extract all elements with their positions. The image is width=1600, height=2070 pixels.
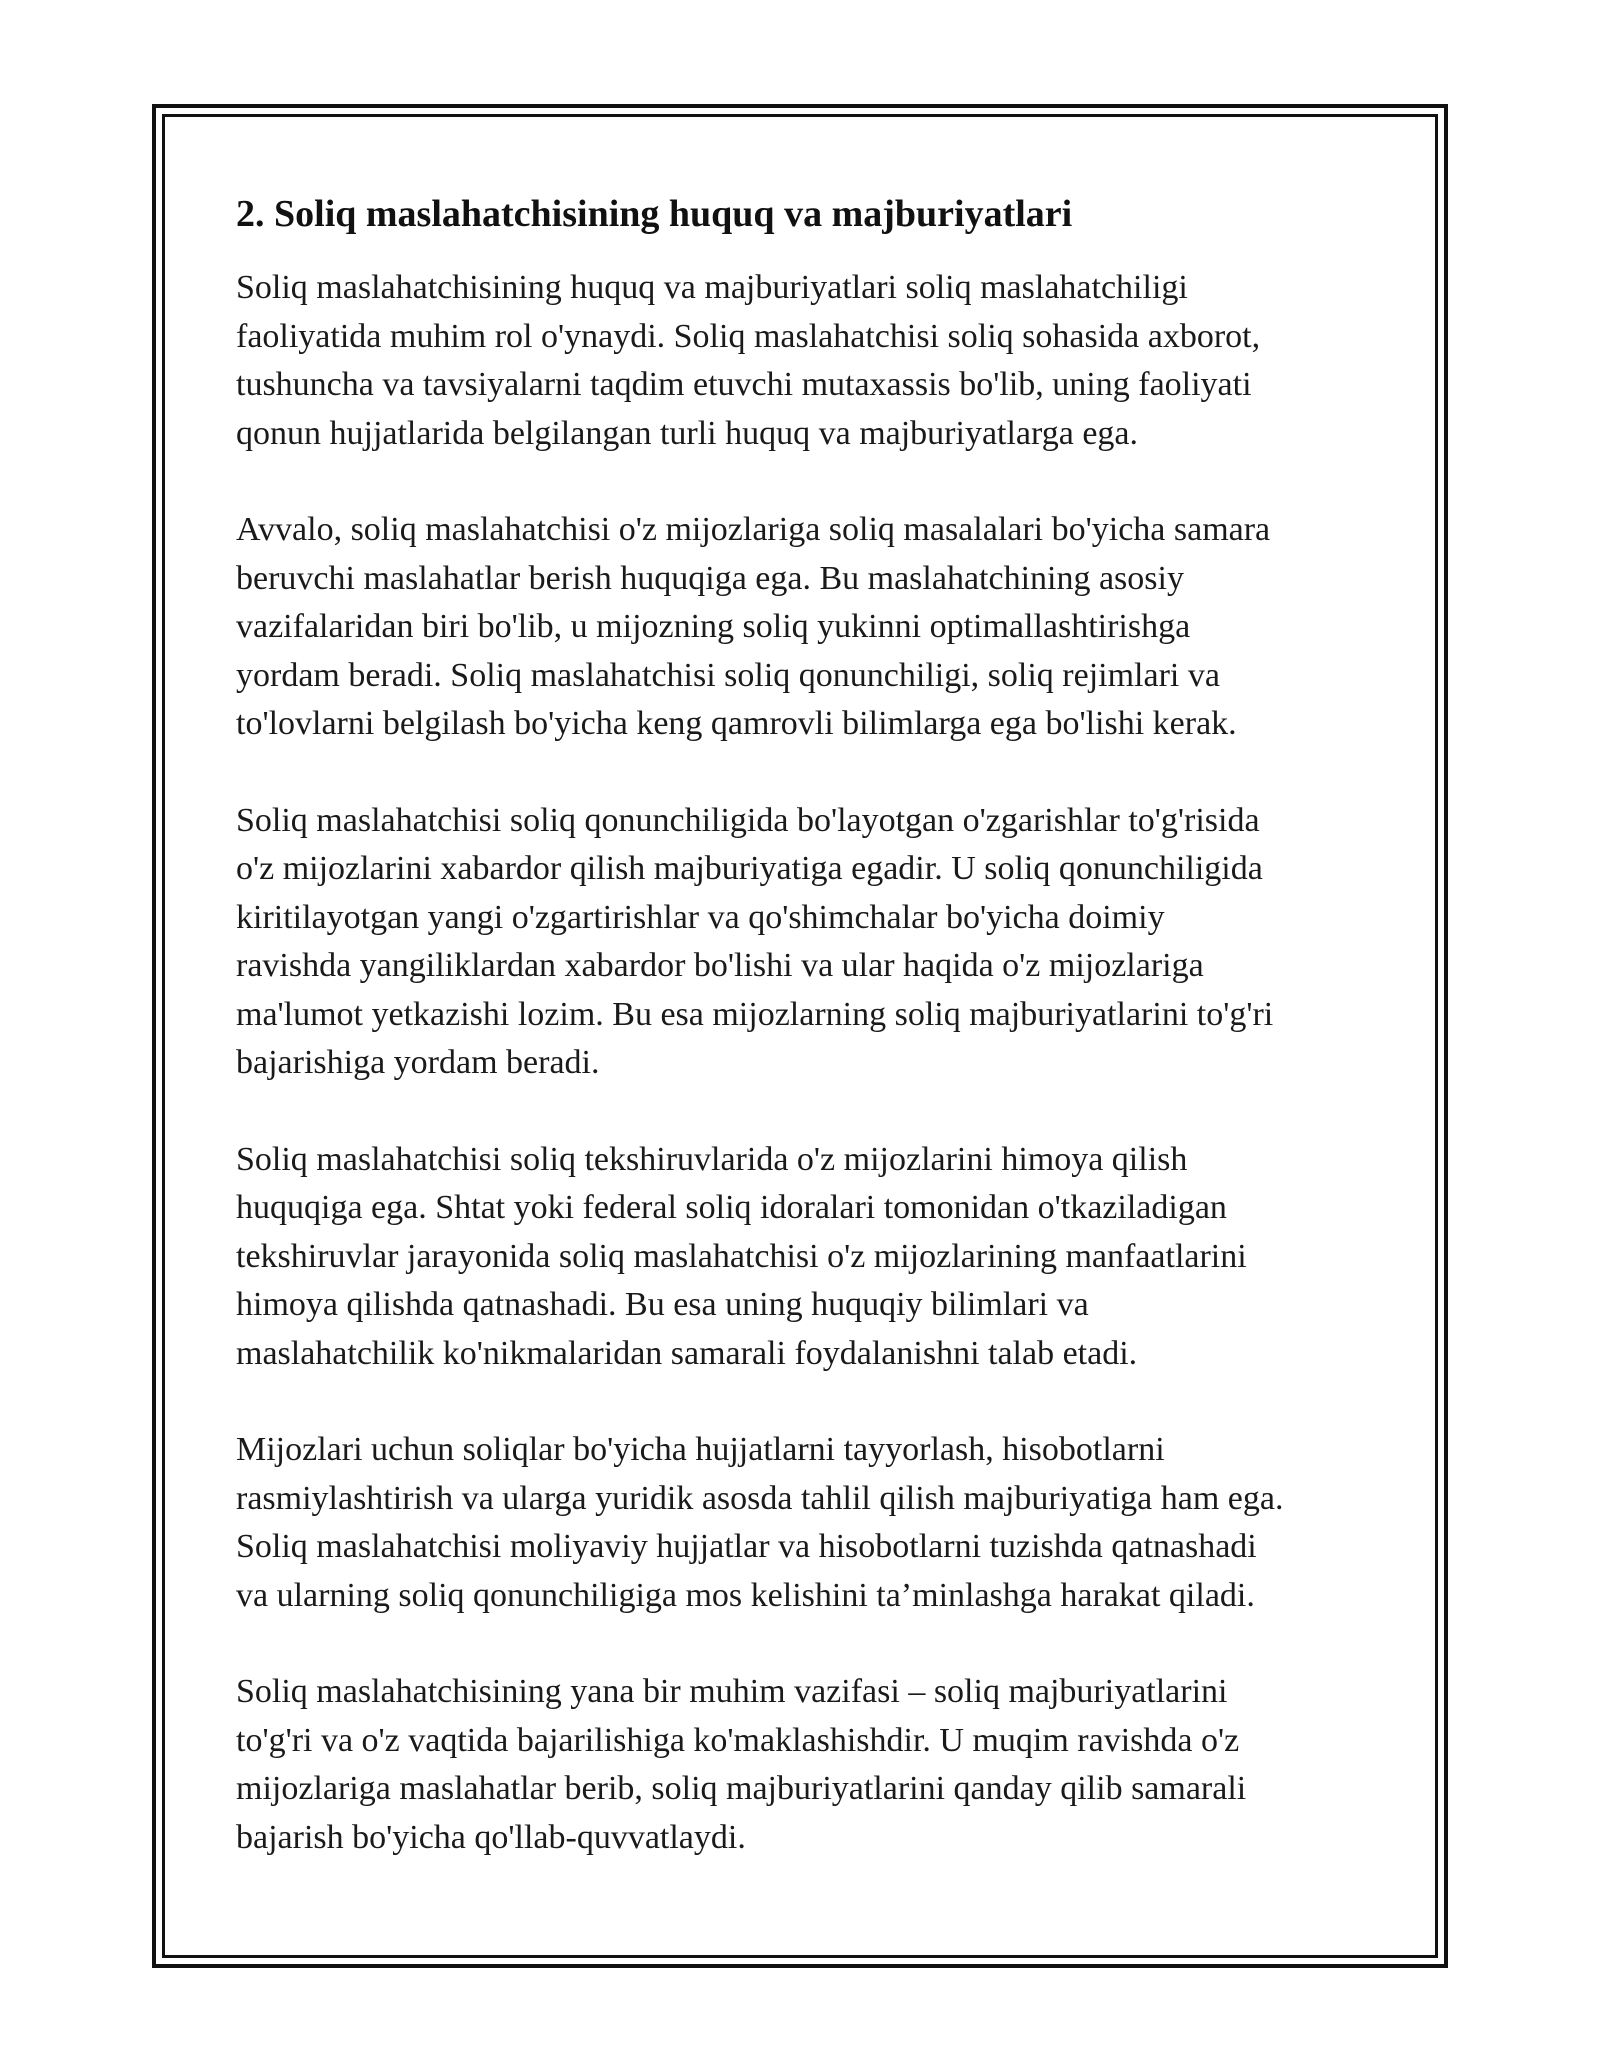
paragraph-6: Soliq maslahatchisining yana bir muhim vazifasi – soliq majburiyatlarini to'g'ri va o'z vaqtida bajarilishiga ko'maklashishdir. U muqim ravishda o'z mijozlariga maslahatlar berib, soliq majburiyatlarini qanday qilib samarali bajarish bo'yicha qo'llab-quvvatlaydi. [236,1673,1247,1856]
paragraph-5: Mijozlari uchun soliqlar bo'yicha hujjatlarni tayyorlash, hisobotlarni rasmiylashtirish va ularga yuridik asosda tahlil qilish majburiyatiga ham ega. Soliq maslahatchisi moliyaviy hujjatlar va hisobotlarni tuzishda qatnashadi va ularning soliq qonunchiligiga mos kelishini ta’minlashga harakat qiladi. [236,1431,1284,1614]
paragraph-1: Soliq maslahatchisining huquq va majburiyatlari soliq maslahatchiligi faoliyatida muhim rol o'ynaydi. Soliq maslahatchisi soliq sohasida axborot, tushuncha va tavsiyalarni taqdim etuvchi mutaxassis bo'lib, uning faoliyati qonun hujjatlarida belgilangan turli huquq va majburiyatlarga ega. [236,269,1261,452]
document-body [236,190,1376,1910]
paragraph-4: Soliq maslahatchisi soliq tekshiruvlarida o'z mijozlarini himoya qilish huquqiga ega. Shtat yoki federal soliq idoralari tomonidan o'tkaziladigan tekshiruvlar jarayonida soliq maslahatchisi o'z mijozlarining manfaatlarini himoya qilishda qatnashadi. Bu esa uning huquqiy bilimlari va maslahatchilik ko'nikmalaridan samarali foydalanishni talab etadi. [236,1140,1247,1372]
paragraph-2: Avvalo, soliq maslahatchisi o'z mijozlariga soliq masalalari bo'yicha samara beruvchi maslahatlar berish huquqiga ega. Bu maslahatchining asosiy vazifalaridan biri bo'lib, u mijozning soliq yukinni optimallashtirishga yordam beradi. Soliq maslahatchisi soliq qonunchiligi, soliq rejimlari va to'lovlarni belgilash bo'yicha keng qamrovli bilimlarga ega bo'lishi kerak. [236,511,1271,742]
paragraph-3: Soliq maslahatchisi soliq qonunchiligida bo'layotgan o'zgarishlar to'g'risida o'z mijozlarini xabardor qilish majburiyatiga egadir. U soliq qonunchiligida kiritilayotgan yangi o'zgartirishlar va qo'shimchalar bo'yicha doimiy ravishda yangiliklardan xabardor bo'lishi va ular haqida o'z mijozlariga ma'lumot yetkazishi lozim. Bu esa mijozlarning soliq majburiyatlarini to'g'ri bajarishiga yordam beradi. [236,801,1274,1081]
section-heading: 2. Soliq maslahatchisining huquq va majburiyatlari [236,193,1073,235]
